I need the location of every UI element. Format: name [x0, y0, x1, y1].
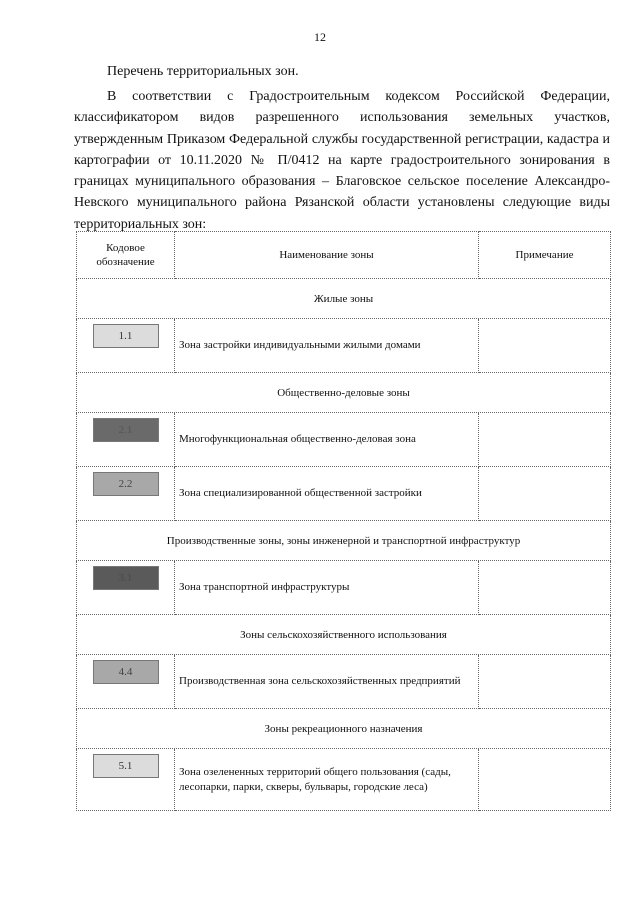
zone-name: Зона транспортной инфраструктуры [175, 561, 479, 615]
zone-note [479, 413, 611, 467]
section-row-industrial [77, 521, 611, 561]
section-title: Зоны рекреационного назначения [77, 709, 611, 749]
table-header-row [77, 232, 611, 279]
zone-row [77, 413, 611, 467]
zone-code-badge: 5.1 [93, 754, 159, 778]
zone-note [479, 561, 611, 615]
zone-row [77, 467, 611, 521]
zone-row [77, 749, 611, 811]
zone-row [77, 561, 611, 615]
section-title: Зоны сельскохозяйственного использования [77, 615, 611, 655]
zone-note [479, 319, 611, 373]
zone-name: Зона озелененных территорий общего пользования (сады, лесопарки, парки, скверы, бульвары, городские леса) [175, 749, 479, 811]
zone-name: Производственная зона сельскохозяйственных предприятий [175, 655, 479, 709]
zone-row [77, 319, 611, 373]
section-title: Общественно-деловые зоны [77, 373, 611, 413]
zone-code-badge: 2.2 [93, 472, 159, 496]
territorial-zones-table [76, 231, 611, 811]
section-row-recreational [77, 709, 611, 749]
zone-note [479, 749, 611, 811]
section-title: Жилые зоны [77, 279, 611, 319]
zone-code-badge: 3.1 [93, 566, 159, 590]
section-row-residential [77, 279, 611, 319]
zone-name: Многофункциональная общественно-деловая зона [175, 413, 479, 467]
page-number: 12 [314, 30, 326, 44]
section-row-agricultural [77, 615, 611, 655]
header-code: Кодовое обозначение [77, 232, 175, 279]
zone-code-badge: 4.4 [93, 660, 159, 684]
zone-note [479, 467, 611, 521]
section-title: Производственные зоны, зоны инженерной и транспортной инфраструктур [77, 521, 611, 561]
intro-paragraph: В соответствии с Градостроительным кодексом Российской Федерации, классификатором видов разрешенного использования земельных участков, утвержденным Приказом Федеральной службы государственной регистрации, кадастра и картографии от 10.11.2020 № П/0412 на карте градостроительного зонирования в границах муниципального образования – Благовское сельское поселение Александро-Невского муниципального района Рязанской области установлены следующие виды территориальных зон: [74, 89, 610, 232]
document-heading: Перечень территориальных зон. [107, 64, 299, 79]
header-note: Примечание [479, 232, 611, 279]
zone-code-badge: 1.1 [93, 324, 159, 348]
zone-name: Зона специализированной общественной застройки [175, 467, 479, 521]
zone-row [77, 655, 611, 709]
section-row-public-business [77, 373, 611, 413]
zone-code-badge: 2.1 [93, 418, 159, 442]
zone-name: Зона застройки индивидуальными жилыми домами [175, 319, 479, 373]
zone-note [479, 655, 611, 709]
header-name: Наименование зоны [175, 232, 479, 279]
